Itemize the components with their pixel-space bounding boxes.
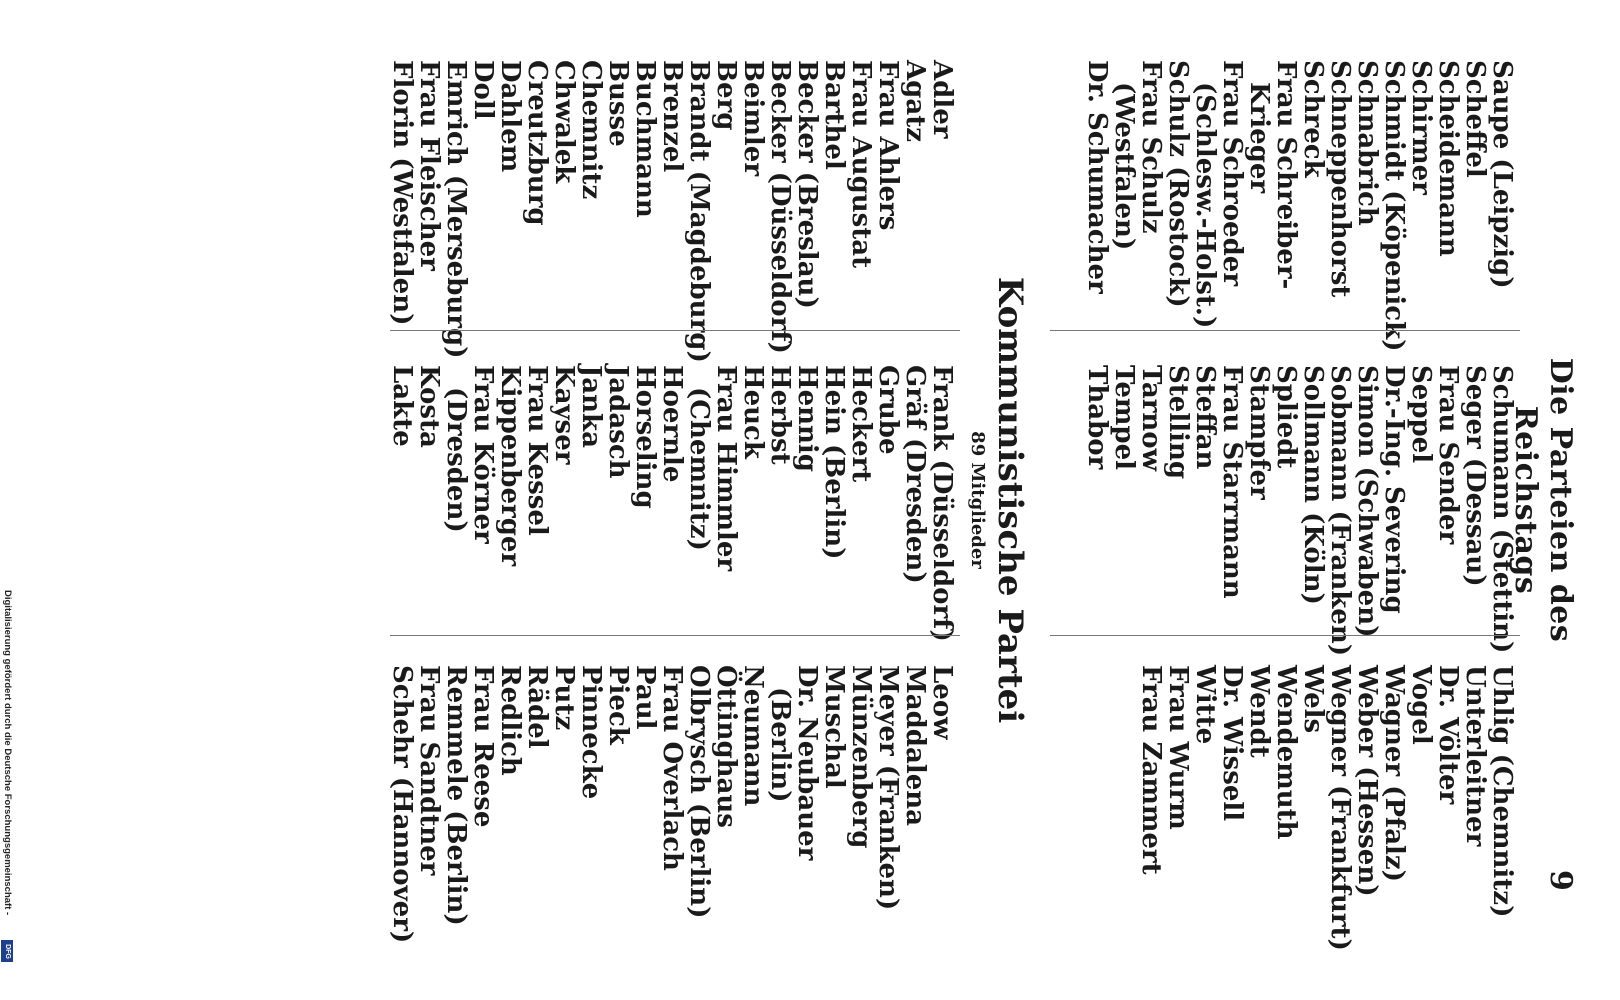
- member-name: Emrich (Merseburg): [441, 60, 471, 359]
- member-name: Creutzburg: [522, 60, 552, 226]
- member-name: Sobmann (Franken): [1325, 365, 1355, 657]
- member-name: Leow: [927, 665, 957, 740]
- member-name: Beimler: [738, 60, 768, 177]
- member-name: Gräf (Dresden): [900, 365, 930, 584]
- member-name: Münzenberg: [846, 665, 876, 849]
- member-name: Scheidemann: [1433, 60, 1463, 257]
- member-name: Wendt: [1244, 665, 1274, 758]
- member-name: Frau Fleischer: [414, 60, 444, 271]
- lower-column-3: [388, 665, 955, 943]
- member-name: Remmele (Berlin): [441, 665, 471, 926]
- member-name: (Westfalen): [1109, 82, 1139, 251]
- lower-column-1: [388, 60, 955, 363]
- member-name: Becker (Breslau): [792, 60, 822, 309]
- member-name: (Dresden): [441, 387, 471, 533]
- member-name: Kayser: [549, 365, 579, 465]
- member-name: Dr. Schumacher: [1082, 60, 1112, 294]
- member-name: Chwalek: [549, 60, 579, 184]
- member-name: Thabor: [1082, 365, 1112, 470]
- member-name: Wendemuth: [1271, 665, 1301, 840]
- member-name: Grube: [873, 365, 903, 455]
- member-name: Frau Reese: [468, 665, 498, 828]
- member-name: Dr. Neubauer: [792, 665, 822, 861]
- member-name: Tempel: [1109, 365, 1139, 471]
- member-name: Florin (Westfalen): [387, 60, 417, 326]
- member-name: Stelling: [1163, 365, 1193, 480]
- member-name: Tarnow: [1136, 365, 1166, 472]
- member-name: Seger (Dessau): [1460, 365, 1490, 587]
- digitization-credit: [0, 590, 14, 970]
- member-name: Muschal: [819, 665, 849, 789]
- member-name: Olbrysch (Berlin): [684, 665, 714, 919]
- member-name: Wels: [1298, 665, 1328, 734]
- member-name: Brenzel: [657, 60, 687, 173]
- member-name: Pinnecke: [576, 665, 606, 800]
- member-name: Berg: [711, 60, 741, 131]
- member-name: Heuck: [738, 365, 768, 459]
- member-name: Frau Ahlers: [873, 60, 903, 231]
- member-name: Frau Schulz: [1136, 60, 1166, 234]
- member-name: Frau Sender: [1433, 365, 1463, 545]
- member-name: Becker (Düsseldorf): [765, 60, 795, 354]
- member-name: Doll: [468, 60, 498, 120]
- member-name: Frau Himmler: [711, 365, 741, 572]
- member-name: Herbst: [765, 365, 795, 465]
- upper-column-2: [1083, 365, 1515, 656]
- member-name: Hein (Berlin): [819, 365, 849, 560]
- upper-column-1: [1083, 60, 1515, 351]
- member-name: Dr. Wissell: [1217, 665, 1247, 822]
- member-name: Uhlig (Chemnitz): [1487, 665, 1517, 918]
- member-name: Agatz: [900, 60, 930, 142]
- dfg-logo: [1, 940, 13, 962]
- member-name: Frank (Düsseldorf): [927, 365, 957, 642]
- column-divider: [390, 635, 960, 636]
- member-name: Jadasch: [603, 365, 633, 479]
- member-name: Neumann: [738, 665, 768, 807]
- member-name: Janka: [576, 365, 606, 448]
- member-name: Sollmann (Köln): [1298, 365, 1328, 605]
- member-name: Schnabrich: [1352, 60, 1382, 226]
- member-name: Brandt (Magdeburg): [684, 60, 714, 363]
- member-name: Frau Schroeder: [1217, 60, 1247, 287]
- upper-column-3: [1137, 665, 1515, 951]
- member-name: Schmidt (Köpenick): [1379, 60, 1409, 352]
- running-header-title: Die Parteien des Reichstags: [1508, 357, 1578, 643]
- column-divider: [1050, 330, 1520, 331]
- member-name: Steffan: [1190, 365, 1220, 470]
- member-name: Schreck: [1298, 60, 1328, 178]
- member-name: Schumann (Stettin): [1487, 365, 1517, 654]
- member-name: Wegner (Frankfurt): [1325, 665, 1355, 951]
- member-name: Redlich: [495, 665, 525, 776]
- member-name: (Chemnitz): [684, 387, 714, 551]
- member-name: Frau Wurm: [1163, 665, 1193, 830]
- member-name: Frau Körner: [468, 365, 498, 544]
- member-name: Seppel: [1406, 365, 1436, 464]
- member-name: Krieger: [1244, 82, 1274, 194]
- member-name: Schneppenhorst: [1325, 60, 1355, 298]
- dfg-logo-text: DFG: [3, 943, 11, 959]
- member-name: Öttinghaus: [711, 665, 741, 828]
- member-name: Saupe (Leipzig): [1487, 60, 1517, 289]
- member-name: Pieck: [603, 665, 633, 745]
- member-name: (Berlin): [765, 687, 795, 803]
- member-name: Wagner (Pfalz): [1379, 665, 1409, 882]
- party-heading: Kommunistische Partei: [990, 276, 1030, 724]
- member-name: Frau Kessel: [522, 365, 552, 536]
- member-name: Frau Sandtner: [414, 665, 444, 876]
- member-name: Chemnitz: [576, 60, 606, 200]
- member-name: Busse: [603, 60, 633, 147]
- member-name: Lakte: [387, 365, 417, 447]
- member-name: Frau Augustat: [846, 60, 876, 269]
- member-name: Frau Zammert: [1136, 665, 1166, 875]
- member-name: Dr.-Ing. Severing: [1379, 365, 1409, 614]
- member-name: Dr. Völter: [1433, 665, 1463, 805]
- member-name: Hoernle: [657, 365, 687, 483]
- member-name: Putz: [549, 665, 579, 731]
- member-name: Kosta: [414, 365, 444, 448]
- member-name: Rädel: [522, 665, 552, 749]
- member-name: Adler: [927, 60, 957, 139]
- member-name: Witte: [1190, 665, 1220, 745]
- member-name: Schehr (Hannover): [387, 665, 417, 944]
- member-name: Hennig: [792, 365, 822, 472]
- member-name: Scheffel: [1460, 60, 1490, 178]
- member-name: Schulz (Rostock): [1163, 60, 1193, 308]
- member-name: Dahlem: [495, 60, 525, 173]
- lower-column-2: [388, 365, 955, 642]
- member-name: Heckert: [846, 365, 876, 483]
- member-name: Weber (Hessen): [1352, 665, 1382, 897]
- member-name: Unterleitner: [1460, 665, 1490, 847]
- member-name: Schirmer: [1406, 60, 1436, 195]
- member-name: Barthel: [819, 60, 849, 170]
- member-name: Vogel: [1406, 665, 1436, 745]
- member-name: Buchmann: [630, 60, 660, 218]
- member-name: Frau Starrmann: [1217, 365, 1247, 599]
- member-name: Horseling: [630, 365, 660, 509]
- digitization-credit-text: Digitalisierung gefördert durch die Deutsche Forschungsgemeinschaft -: [2, 590, 13, 916]
- member-name: Simon (Schwaben): [1352, 365, 1382, 638]
- member-name: Spliedt: [1271, 365, 1301, 469]
- member-name: Paul: [630, 665, 660, 730]
- member-name: Meyer (Franken): [873, 665, 903, 911]
- member-name: (Schlesw.-Holst.): [1190, 82, 1220, 329]
- member-name: Kippenberger: [495, 365, 525, 567]
- column-divider: [390, 330, 960, 331]
- member-name: Frau Schreiber-: [1271, 60, 1301, 290]
- party-member-count: 89 Mitglieder: [967, 431, 988, 569]
- member-name: Frau Overlach: [657, 665, 687, 871]
- member-name: Stampfer: [1244, 365, 1274, 500]
- column-divider: [1050, 635, 1520, 636]
- member-name: Maddalena: [900, 665, 930, 827]
- page-number: 9: [1543, 870, 1578, 891]
